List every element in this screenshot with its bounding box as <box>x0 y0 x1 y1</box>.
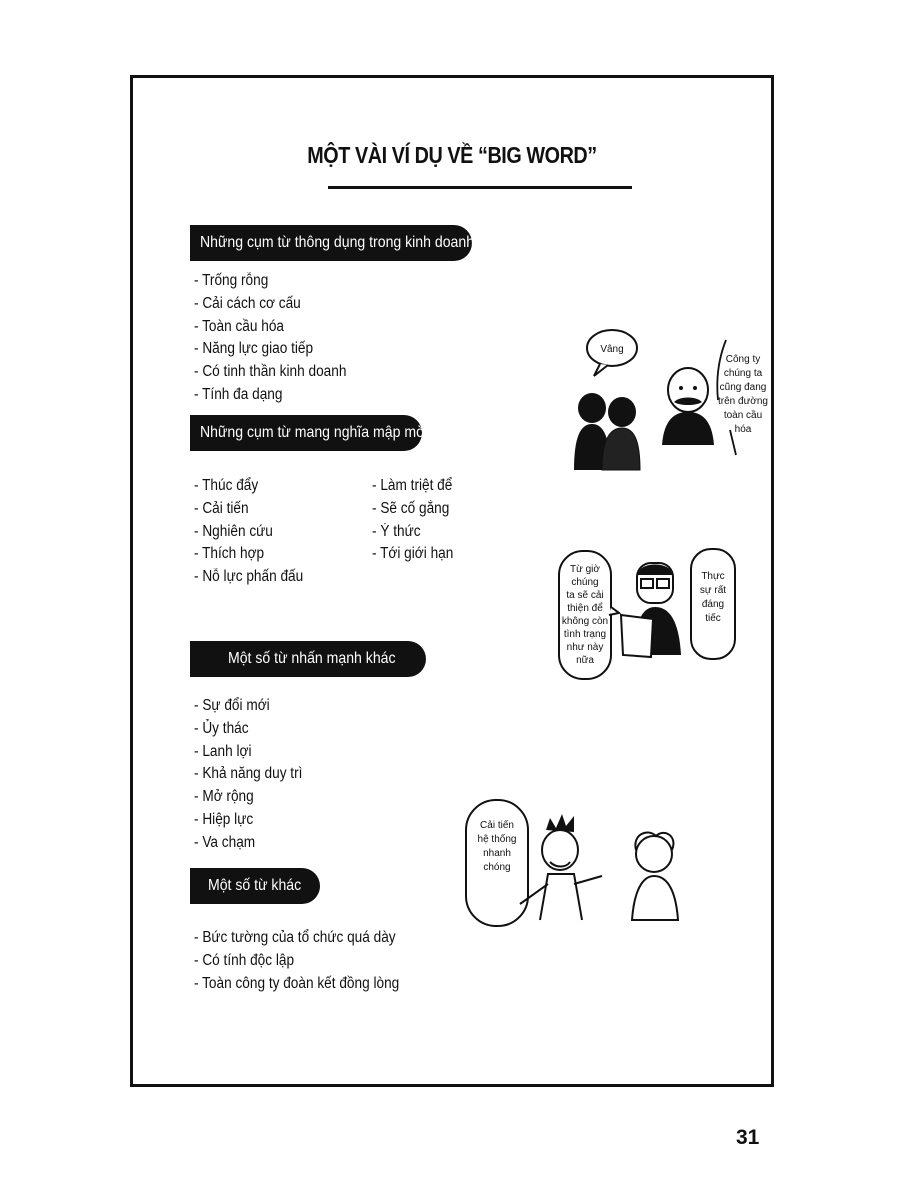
list-item: - Tới giới hạn <box>372 545 454 563</box>
list-item: - Ý thức <box>372 522 421 540</box>
svg-text:sự rất: sự rất <box>699 585 727 596</box>
list-item: - Khả năng duy trì <box>194 765 303 783</box>
section-heading-vague-phrases <box>190 415 426 451</box>
list-item: - Tính đa dạng <box>194 385 283 403</box>
svg-text:đáng: đáng <box>701 599 725 610</box>
list-item: - Va chạm <box>194 833 256 851</box>
svg-text:ta sẽ cải: ta sẽ cải <box>566 590 604 601</box>
comic-rapid-improvement <box>462 792 692 937</box>
page-title: MỘT VÀI VÍ DỤ VỀ “BIG WORD” <box>307 142 597 168</box>
svg-text:Công ty: Công ty <box>725 354 761 365</box>
list-item: - Sự đổi mới <box>194 697 270 714</box>
list-item: - Nỗ lực phấn đấu <box>194 568 304 586</box>
section-heading-emphasis-words <box>190 641 426 677</box>
section-heading-text: Một số từ nhấn mạnh khác <box>228 650 396 667</box>
section-heading-other-words <box>190 868 320 904</box>
list-item: - Mở rộng <box>194 788 254 806</box>
list-item: - Thúc đẩy <box>194 477 259 494</box>
list-item: - Cải tiến <box>194 499 249 517</box>
section-heading-common-phrases <box>190 225 475 261</box>
comic-apology <box>555 545 740 685</box>
common-phrases-list <box>194 270 367 407</box>
section-heading-text: Những cụm từ mang nghĩa mập mờ <box>200 424 426 441</box>
section-heading-text: Một số từ khác <box>208 877 302 894</box>
excited-man-icon <box>520 814 602 920</box>
list-item: - Hiệp lực <box>194 810 254 828</box>
svg-text:chúng: chúng <box>571 577 599 588</box>
svg-text:Thực: Thực <box>701 571 725 582</box>
svg-text:không còn: không còn <box>561 616 609 627</box>
svg-text:tình trạng: tình trạng <box>563 629 607 640</box>
bald-man-icon <box>662 368 714 445</box>
bubble-text: Vâng <box>600 344 624 355</box>
svg-text:Từ giờ: Từ giờ <box>570 564 600 575</box>
svg-text:trên đường: trên đường <box>718 396 768 407</box>
svg-text:nữa: nữa <box>576 655 594 666</box>
section-heading-text: Những cụm từ thông dụng trong kinh doanh <box>200 234 475 251</box>
other-words-list <box>194 927 427 995</box>
page-number: 31 <box>736 1126 760 1149</box>
list-item: - Sẽ cố gắng <box>372 499 450 517</box>
svg-text:hóa: hóa <box>734 424 752 435</box>
list-item: - Làm triệt để <box>372 477 453 494</box>
list-item: - Nghiên cứu <box>194 522 273 540</box>
title-underline <box>328 186 632 189</box>
list-item: - Cải cách cơ cấu <box>194 294 301 312</box>
list-item: - Ủy thác <box>194 719 249 737</box>
list-item: - Có tính độc lập <box>194 951 295 969</box>
svg-text:như này: như này <box>566 642 604 653</box>
curly-hair-man-icon <box>632 832 678 920</box>
vague-phrases-list-left <box>194 475 318 589</box>
svg-text:cũng đang: cũng đang <box>719 382 767 393</box>
svg-text:hệ thống: hệ thống <box>477 834 517 845</box>
vague-phrases-list-right <box>372 475 464 566</box>
svg-text:thiện để: thiện để <box>567 603 603 614</box>
svg-text:chúng ta: chúng ta <box>723 368 763 379</box>
list-item: - Thích hợp <box>194 545 265 563</box>
list-item: - Có tinh thần kinh doanh <box>194 363 347 381</box>
person-back-right-icon <box>602 397 640 470</box>
svg-text:chóng: chóng <box>483 862 511 873</box>
man-with-glasses-icon <box>621 563 681 657</box>
list-item: - Trống rỗng <box>194 272 269 289</box>
list-item: - Năng lực giao tiếp <box>194 340 314 358</box>
list-item: - Toàn công ty đoàn kết đồng lòng <box>194 974 400 992</box>
svg-text:nhanh: nhanh <box>483 848 511 859</box>
emphasis-words-list <box>194 695 317 855</box>
bubble-text <box>718 354 768 435</box>
list-item: - Toàn cầu hóa <box>194 317 284 335</box>
svg-text:Cải tiến: Cải tiến <box>480 820 514 831</box>
svg-text:tiếc: tiếc <box>705 613 721 624</box>
list-item: - Lanh lợi <box>194 742 252 760</box>
comic-global-company <box>560 320 775 475</box>
svg-text:toàn cầu: toàn cầu <box>723 410 763 421</box>
list-item: - Bức tường của tổ chức quá dày <box>194 929 396 946</box>
